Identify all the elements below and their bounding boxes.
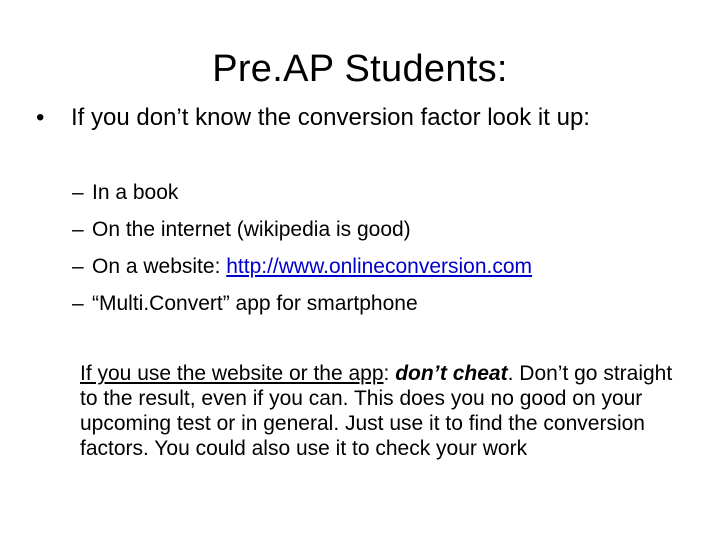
dash-marker: –	[72, 255, 84, 278]
sub-bullet-internet	[72, 211, 692, 248]
slide-title: Pre.AP Students:	[212, 48, 508, 90]
website-link[interactable]: http://www.onlineconversion.com	[226, 255, 533, 278]
dash-marker: –	[72, 292, 84, 315]
note-paragraph	[80, 361, 690, 461]
dash-marker: –	[72, 218, 84, 241]
note-intro: If you use the website or the app	[80, 362, 384, 385]
sub-bullet-text: On a website:	[92, 255, 227, 278]
sub-bullet-app	[72, 285, 692, 322]
main-bullet-text: If you don’t know the conversion factor look it up:	[71, 104, 590, 131]
note-colon: :	[383, 362, 396, 385]
note-emphasis: don’t cheat	[395, 362, 508, 385]
note-body: Don’t go straight to the result, even if you can. This does you no good on your upcoming test or in general. Just use it to find the conversion factors. You could also use it to check your work	[80, 362, 673, 460]
sub-bullet-text: On the internet (wikipedia is good)	[92, 218, 411, 241]
bullet-marker: •	[36, 104, 45, 131]
note-period: .	[507, 362, 514, 385]
sub-bullet-text: “Multi.Convert” app for smartphone	[92, 292, 418, 315]
dash-marker: –	[72, 181, 84, 204]
sub-bullet-list	[72, 174, 692, 322]
sub-bullet-website	[72, 248, 692, 285]
note-text	[80, 361, 690, 461]
sub-bullet-text: In a book	[92, 181, 179, 204]
main-bullet	[36, 102, 686, 134]
sub-bullet-book	[72, 174, 692, 211]
